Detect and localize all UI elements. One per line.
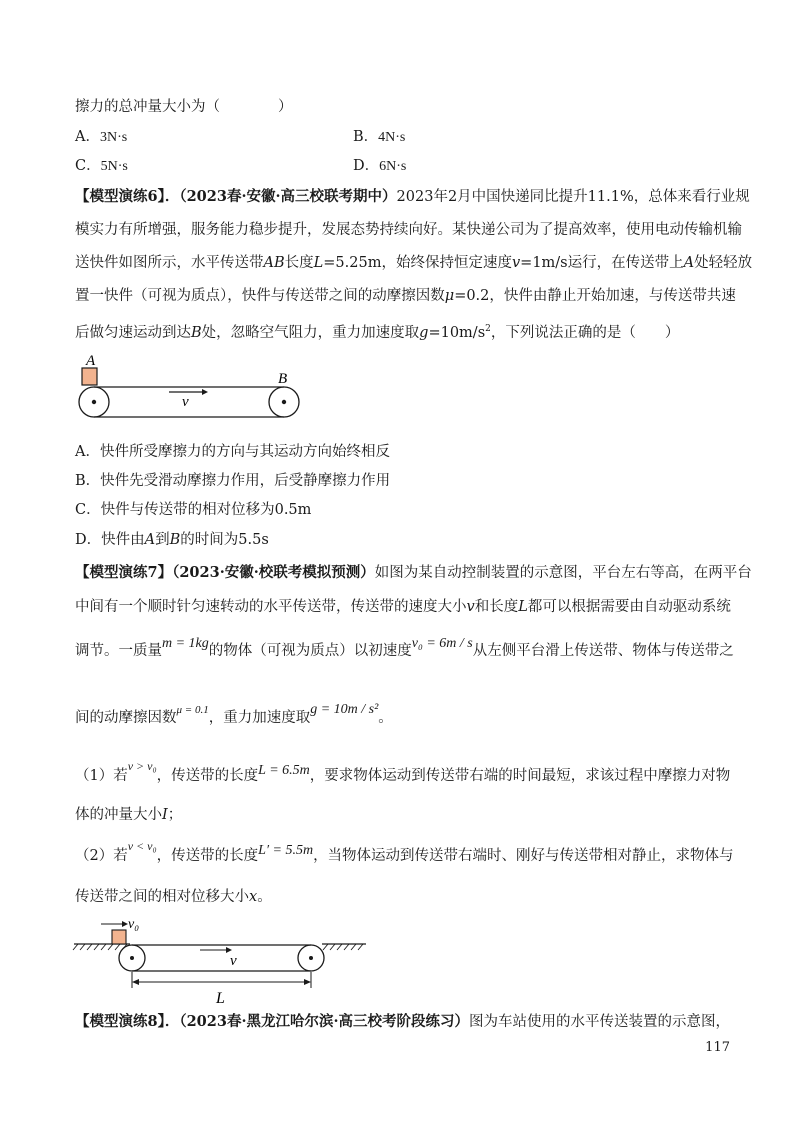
q6-option-b: B．快件先受滑动摩擦力作用，后受静摩擦力作用 — [75, 473, 391, 489]
q7-line-4: 间的动摩擦因数$^{\mu = 0.1}$，重力加速度取g = 10m / s²。 — [75, 702, 393, 726]
q7-friction-coefficient: μ = 0.1 — [176, 704, 209, 716]
q6-line-3: 送快件如图所示，水平传送带AB长度L=5.25m，始终保持恒定速度v=1m/s运行，在传送带上A处轻轻放 — [75, 255, 753, 271]
q7-part2-length: L′ = 5.5m — [258, 843, 314, 858]
q7-part2-condition: v < v₀ — [127, 839, 157, 853]
q6-line-2: 模实力有所增强，服务能力稳步提升，发展态势持续向好。某快递公司为了提高效率，使用电动传输机输 — [75, 222, 742, 238]
q7-part-2: （2）若$^{v < v_0}$，传送带的长度L′ = 5.5m，当物体运动到传送带右端时、刚好与传送带相对静止，求物体与 — [75, 839, 734, 864]
q8-tag: 【模型演练8】．（2023春·黑龙江哈尔滨·高三校考阶段练习） — [75, 1013, 470, 1030]
q5-option-a: A．3N·s — [75, 129, 128, 145]
q7-label-v: v — [230, 953, 237, 969]
q6-label-v: v — [182, 394, 189, 410]
q7-label-v0: v₀ — [128, 917, 140, 932]
q7-label-l: L — [216, 990, 225, 1006]
q7-part-2-cont: 传送带之间的相对位移大小x。 — [75, 889, 272, 905]
q7-initial-velocity-equation: v₀ = 6m / s — [411, 636, 473, 651]
q6-conveyor-figure — [74, 340, 309, 422]
q5-tail: 擦力的总冲量大小为（ ） — [75, 99, 293, 115]
q6-option-c: C．快件与传送带的相对位移为0.5m — [75, 502, 312, 518]
q6-line-4: 置一快件（可视为质点），快件与传送带之间的动摩擦因数μ=0.2，快件由静止开始加速，与传送带共速 — [75, 288, 736, 304]
q8-line-1: 【模型演练8】．（2023春·黑龙江哈尔滨·高三校考阶段练习）图为车站使用的水平传送装置的示意图， — [75, 1013, 731, 1030]
q7-right-hatching — [323, 944, 363, 950]
q6-package-box — [82, 368, 97, 385]
q6-tag: 【模型演练6】．（2023春·安徽·高三校联考期中） — [75, 188, 397, 205]
q7-part-1: （1）若$^{v > v_0}$，传送带的长度L = 6.5m，要求物体运动到传送带右端的时间最短，求该过程中摩擦力对物 — [75, 759, 731, 784]
q6-label-b: B — [278, 371, 288, 387]
q7-mass-equation: m = 1kg — [162, 636, 209, 651]
q7-line-3: 调节。一质量m = 1kg的物体（可视为质点）以初速度v₀ = 6m / s从左侧平台滑上传送带、物体与传送带之 — [75, 636, 734, 659]
q6-label-a: A — [86, 353, 96, 369]
q7-part1-length: L = 6.5m — [258, 763, 310, 778]
q7-left-hatching — [73, 944, 127, 950]
q7-tag: 【模型演练7】（2023·安徽·校联考模拟预测） — [75, 564, 375, 581]
q6-option-a: A．快件所受摩擦力的方向与其运动方向始终相反 — [75, 444, 390, 460]
q5-option-d: D．6N·s — [353, 158, 407, 174]
q6-option-d: D．快件由A到B的时间为5.5s — [75, 532, 269, 548]
q7-conveyor-figure — [72, 910, 368, 1006]
q6-line-5: 后做匀速运动到达B处，忽略空气阻力，重力加速度取$g=10m/s^2$，下列说法正确的是（ ） — [75, 324, 680, 341]
q7-line-2: 中间有一个顺时针匀速转动的水平传送带，传送带的速度大小v和长度L都可以根据需要由自动驱动系统 — [75, 599, 731, 615]
q7-gravity-equation: g = 10m / s² — [310, 702, 379, 717]
q7-part-1-cont: 体的冲量大小I； — [75, 807, 183, 823]
q7-line-1: 【模型演练7】（2023·安徽·校联考模拟预测）如图为某自动控制装置的示意图，平台左右等高，在两平台 — [75, 564, 752, 581]
page-number: 117 — [705, 1040, 730, 1055]
q5-option-c: C．5N·s — [75, 158, 128, 174]
q7-part1-condition: v > v₀ — [127, 759, 157, 773]
q7-block — [112, 930, 126, 944]
q5-option-b: B．4N·s — [353, 129, 406, 145]
q6-line-1: 【模型演练6】．（2023春·安徽·高三校联考期中）2023年2月中国快递同比提升11.1%，总体来看行业规 — [75, 188, 750, 205]
